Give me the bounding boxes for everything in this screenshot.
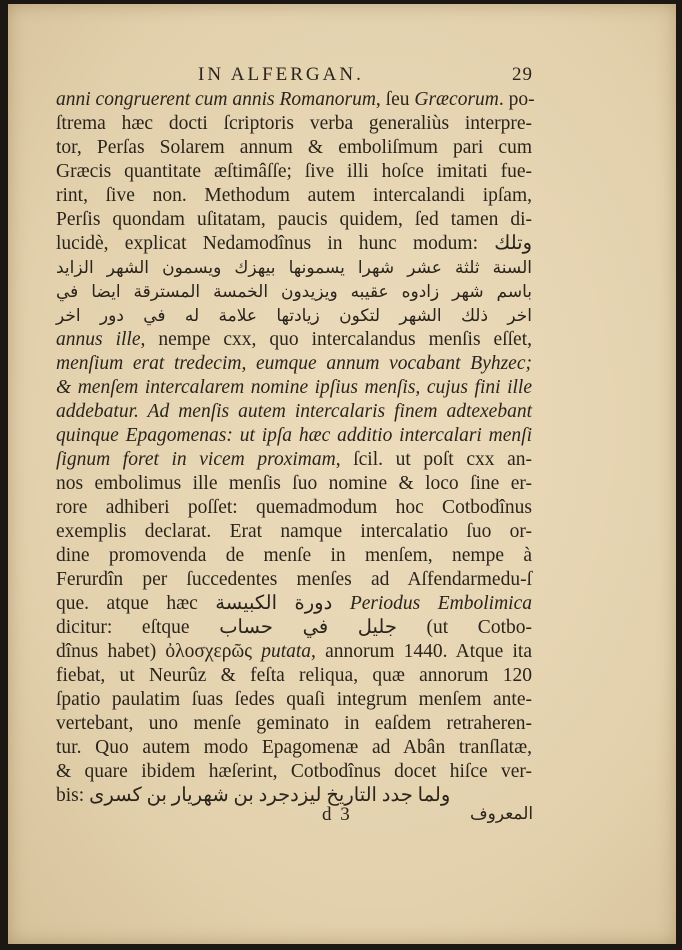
catchword: المعروف <box>470 804 534 824</box>
text-line: tur. Quo autem modo Epagomenæ ad Abân tranſlatæ, <box>56 737 532 758</box>
text-line: dine promovenda de menſe in menſem, nempe à <box>56 545 532 566</box>
text-line: rint, ſive non. Methodum autem intercalandi ipſam, <box>56 185 532 206</box>
text-line: Perſis quondam uſitatam, paucis quidem, ſed tamen di- <box>56 209 532 230</box>
text-line: addebatur. Ad menſis autem intercalaris finem adtexebant <box>56 401 532 422</box>
running-title: IN ALFERGAN. <box>198 64 364 85</box>
text-line: & menſem intercalarem nomine ipſius menſis, cujus fini ille <box>56 377 532 398</box>
page-number: 29 <box>512 64 533 85</box>
text-line: quinque Epagomenas: ut ipſa hæc additio intercalari menſi <box>56 425 532 446</box>
text-line: nos embolimus ille menſis ſuo nomine & loco ſine er- <box>56 473 532 494</box>
text-line: ſpatio paulatim ſuas ſedes quaſi integrum menſem ante- <box>56 689 532 710</box>
text-line: fiebat, ut Neurûz & feſta reliqua, quæ annorum 120 <box>56 665 532 686</box>
text-line: ſtrema hæc docti ſcriptoris verba generaliùs interpre- <box>56 113 532 134</box>
signature-mark: d 3 <box>322 804 352 825</box>
text-line: rore adhiberi poſſet: quemadmodum hoc Cotbodînus <box>56 497 532 518</box>
book-page <box>8 4 676 944</box>
arabic-text-line: باسم شهر زادوه عقيبه ويزيدون الخمسة المسترقة ايضا في <box>56 282 532 302</box>
text-line: dînus habet) ὀλοσχερῶς putata, annorum 1440. Atque ita <box>56 641 533 662</box>
text-line: menſium erat tredecim, eumque annum vocabant Byhzec; <box>56 353 532 374</box>
text-line: ſignum foret in vicem proximam, ſcil. ut poſt cxx an- <box>56 449 532 470</box>
text-line: bis: ولما جدد التاريخ ليزدجرد بن شهريار بن كسرى <box>56 785 451 806</box>
text-line: que. atque hæc دورة الكبيسة Periodus Embolimica <box>56 593 532 614</box>
text-line: dicitur: eſtque جليل في حساب (ut Cotbo- <box>56 617 532 638</box>
text-line: Græcis quantitate æſtimâſſe; ſive illi hoſce imitati fue- <box>56 161 532 182</box>
text-line: lucidè, explicat Nedamodînus in hunc modum: وتلك <box>56 233 532 254</box>
text-line: annus ille, nempe cxx, quo intercalandus menſis eſſet, <box>56 329 532 350</box>
text-line: anni congruerent cum annis Romanorum, ſeu Græcorum. po- <box>56 89 535 110</box>
text-line: tor, Perſas Solarem annum & emboliſmum pari cum <box>56 137 532 158</box>
arabic-text-line: السنة ثلثة عشر شهرا يسمونها بيهزك ويسمون الشهر الزايد <box>56 258 532 278</box>
arabic-text-line: اخر ذلك الشهر لتكون زيادتها علامة له في دور اخر <box>56 306 532 326</box>
text-line: Ferurdîn per ſuccedentes menſes ad Aſfendarmedu-ſ <box>56 569 532 590</box>
text-line: & quare ibidem hæſerint, Cotbodînus docet hiſce ver- <box>56 761 532 782</box>
text-line: vertebant, uno menſe geminato in eaſdem retraheren- <box>56 713 532 734</box>
text-line: exemplis declarat. Erat namque intercalatio ſuo or- <box>56 521 532 542</box>
